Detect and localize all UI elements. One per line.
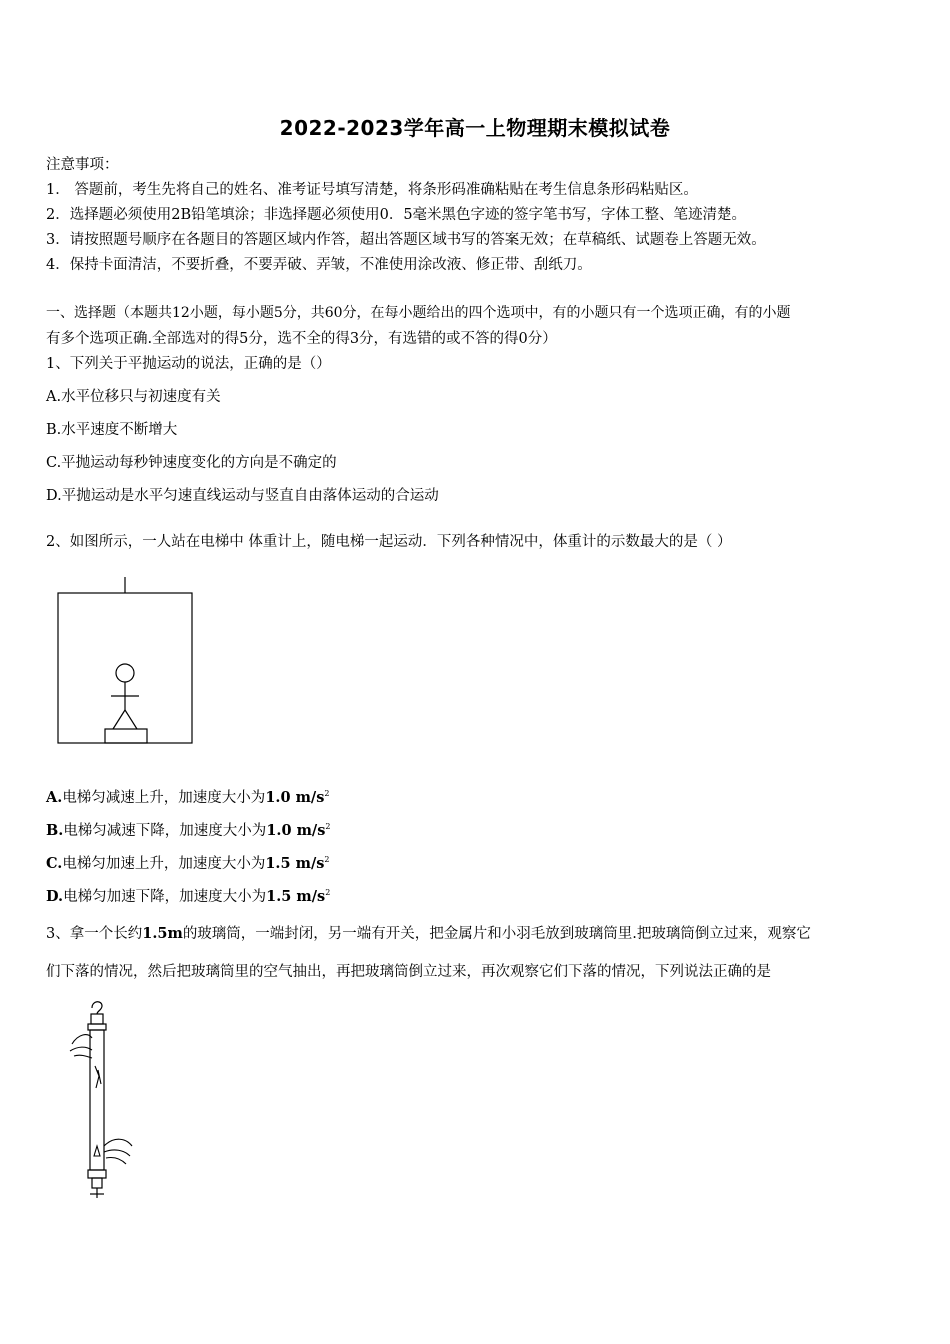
section-heading-line-1: 一、选择题（本题共12小题，每小题5分，共60分，在每小题给出的四个选项中，有的小题只有一个选项正确，有的小题 xyxy=(46,305,791,321)
lower-hand-icon xyxy=(104,1139,132,1164)
question-2-option-b: B.电梯匀减速下降，加速度大小为1.0 $m/s^2$ xyxy=(46,822,331,839)
question-2-option-d: D.电梯匀加速下降，加速度大小为1.5 $m/s^2$ xyxy=(46,888,331,905)
scale-box xyxy=(105,729,147,743)
question-1-option-c: C.平抛运动每秒钟速度变化的方向是不确定的 xyxy=(46,455,337,471)
question-2-stem: 2、如图所示，一人站在电梯中 体重计上，随电梯一起运动．下列各种情况中，体重计的示数最大的是（ ） xyxy=(46,534,732,550)
question-3-stem-line-2: 们下落的情况，然后把玻璃筒里的空气抽出，再把玻璃筒倒立过来，再次观察它们下落的情况，下列说法正确的是 xyxy=(46,964,771,980)
glass-tube-figure xyxy=(62,996,138,1206)
notice-item-2: 2．选择题必须使用2B铅笔填涂；非选择题必须使用0．5毫米黑色字迹的签字笔书写，字体工整、笔迹清楚。 xyxy=(46,207,747,223)
elevator-figure xyxy=(54,574,196,746)
valve-icon xyxy=(92,1178,102,1188)
question-1-option-a: A.水平位移只与初速度有关 xyxy=(46,389,221,405)
page-title: 2022-2023学年高一上物理期末模拟试卷 xyxy=(279,116,671,140)
glass-tube xyxy=(90,1030,104,1170)
person-head-icon xyxy=(116,664,134,682)
notice-item-1: 1． 答题前，考生先将自己的姓名、准考证号填写清楚，将条形码准确粘贴在考生信息条形码粘贴区。 xyxy=(46,182,698,198)
question-1-stem: 1、下列关于平抛运动的说法，正确的是（） xyxy=(46,356,331,372)
section-heading-line-2: 有多个选项正确.全部选对的得5分，选不全的得3分，有选错的或不答的得0分） xyxy=(46,331,557,347)
metal-piece-icon xyxy=(94,1146,100,1156)
notice-item-4: 4．保持卡面清洁，不要折叠，不要弄破、弄皱，不准使用涂改液、修正带、刮纸刀。 xyxy=(46,257,592,273)
upper-hand-icon xyxy=(70,1035,92,1058)
notice-item-3: 3．请按照题号顺序在各题目的答题区域内作答，超出答题区域书写的答案无效；在草稿纸、试题卷上答题无效。 xyxy=(46,232,766,248)
question-2-option-a: A.电梯匀减速上升，加速度大小为1.0 $m/s^2$ xyxy=(46,789,330,806)
notice-heading: 注意事项： xyxy=(46,157,119,173)
hook-icon xyxy=(92,1002,102,1014)
question-1-option-b: B.水平速度不断增大 xyxy=(46,422,178,438)
feather-icon xyxy=(95,1066,101,1088)
elevator-car xyxy=(58,593,192,743)
question-1-option-d: D.平抛运动是水平匀速直线运动与竖直自由落体运动的合运动 xyxy=(46,488,439,504)
question-3-stem-line-1: 3、拿一个长约1.5m的玻璃筒，一端封闭，另一端有开关，把金属片和小羽毛放到玻璃筒里.把玻璃筒倒立过来，观察它 xyxy=(46,925,811,942)
question-2-option-c: C.电梯匀加速上升，加速度大小为1.5 $m/s^2$ xyxy=(46,855,330,872)
